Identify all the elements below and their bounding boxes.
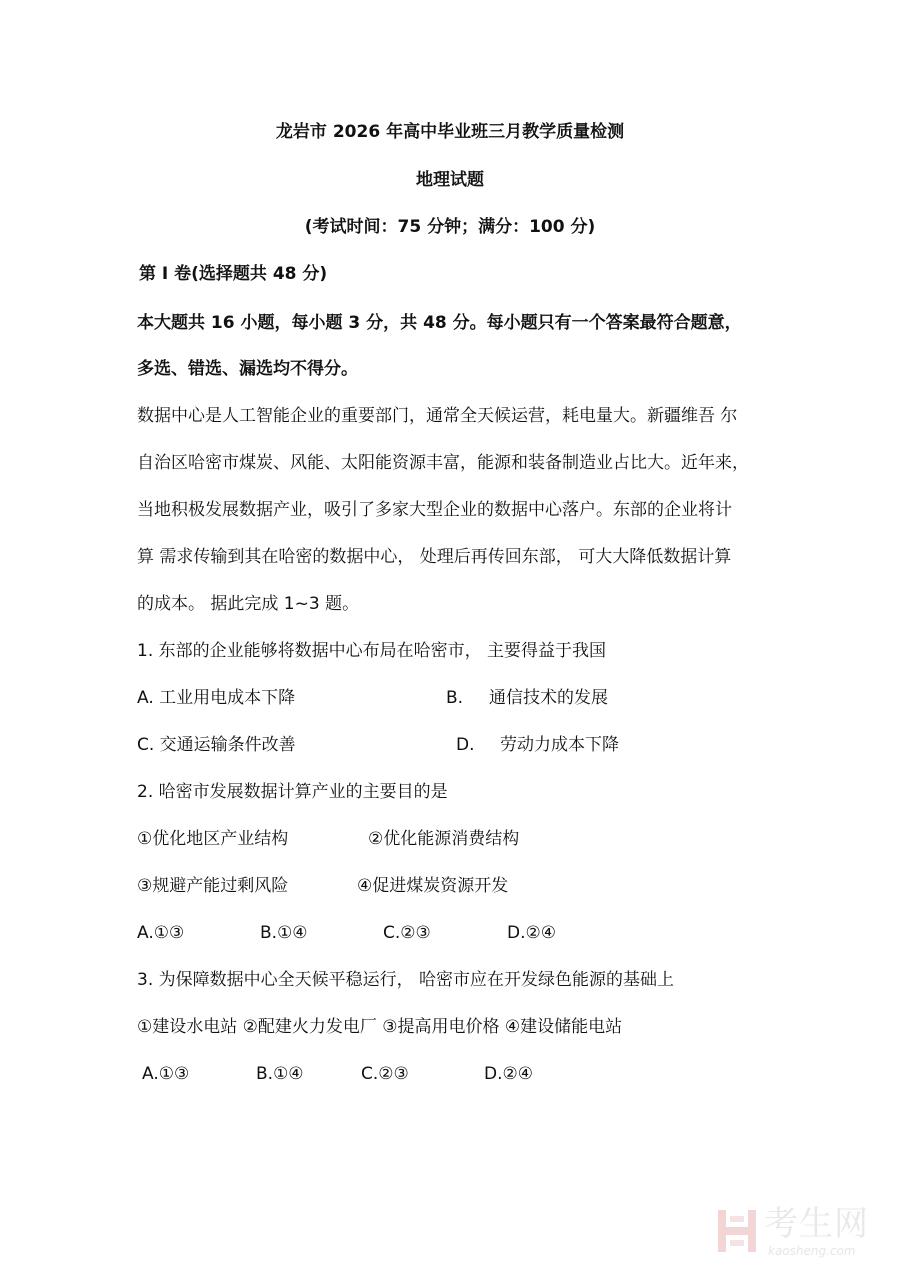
question-3-option-c: C.②③ — [361, 1064, 409, 1084]
passage-line: 当地积极发展数据产业，吸引了多家大型企业的数据中心落户。东部的企业将计 — [137, 500, 732, 520]
question-2-option-d: D.②④ — [507, 923, 556, 943]
question-3-option-b: B.①④ — [256, 1064, 304, 1084]
passage-line: 算 需求传输到其在哈密的数据中心， 处理后再传回东部， 可大大降低数据计算 — [137, 547, 732, 567]
question-1-option-a: A. 工业用电成本下降 — [137, 688, 296, 708]
instruction-line-2: 多选、错选、漏选均不得分。 — [137, 359, 358, 379]
question-2-statement-4: ④促进煤炭资源开发 — [357, 876, 509, 896]
subject-title: 地理试题 — [416, 170, 484, 190]
question-3-option-d: D.②④ — [484, 1064, 533, 1084]
question-2-statement-3: ③规避产能过剩风险 — [137, 876, 289, 896]
watermark-logo-icon — [716, 1208, 758, 1254]
question-3-stem: 3. 为保障数据中心全天候平稳运行， 哈密市应在开发绿色能源的基础上 — [137, 970, 675, 990]
instruction-line-1: 本大题共 16 小题，每小题 3 分，共 48 分。每小题只有一个答案最符合题意， — [137, 313, 742, 333]
question-2-option-b: B.①④ — [260, 923, 308, 943]
question-2-statement-1: ①优化地区产业结构 — [137, 829, 289, 849]
passage-line: 的成本。 据此完成 1~3 题。 — [137, 594, 360, 614]
question-1-option-d-letter: D. — [456, 735, 475, 755]
watermark — [714, 1204, 884, 1260]
exam-title: 龙岩市 2026 年高中毕业班三月教学质量检测 — [275, 122, 625, 142]
passage-line: 数据中心是人工智能企业的重要部门，通常全天候运营，耗电量大。新疆维吾 尔 — [137, 406, 738, 426]
question-2-option-c: C.②③ — [383, 923, 431, 943]
question-2-option-a: A.①③ — [137, 923, 185, 943]
question-1-option-d-text: 劳动力成本下降 — [500, 735, 619, 755]
question-1-stem: 1. 东部的企业能够将数据中心布局在哈密市， 主要得益于我国 — [137, 641, 607, 661]
watermark-url: kaosheng.com — [768, 1244, 856, 1258]
passage-line: 自治区哈密市煤炭、风能、太阳能资源丰富，能源和装备制造业占比大。近年来， — [137, 453, 749, 473]
question-2-statement-2: ②优化能源消费结构 — [368, 829, 520, 849]
question-3-statements: ①建设水电站 ②配建火力发电厂 ③提高用电价格 ④建设储能电站 — [137, 1017, 623, 1037]
question-1-option-c: C. 交通运输条件改善 — [137, 735, 296, 755]
section-heading: 第 I 卷(选择题共 48 分) — [139, 264, 328, 284]
question-2-stem: 2. 哈密市发展数据计算产业的主要目的是 — [137, 782, 448, 802]
watermark-name: 考生网 — [764, 1204, 869, 1244]
question-1-option-b-letter: B. — [446, 688, 464, 708]
question-3-option-a: A.①③ — [142, 1064, 190, 1084]
question-1-option-b-text: 通信技术的发展 — [489, 688, 608, 708]
exam-info: (考试时间：75 分钟；满分：100 分) — [304, 217, 596, 237]
